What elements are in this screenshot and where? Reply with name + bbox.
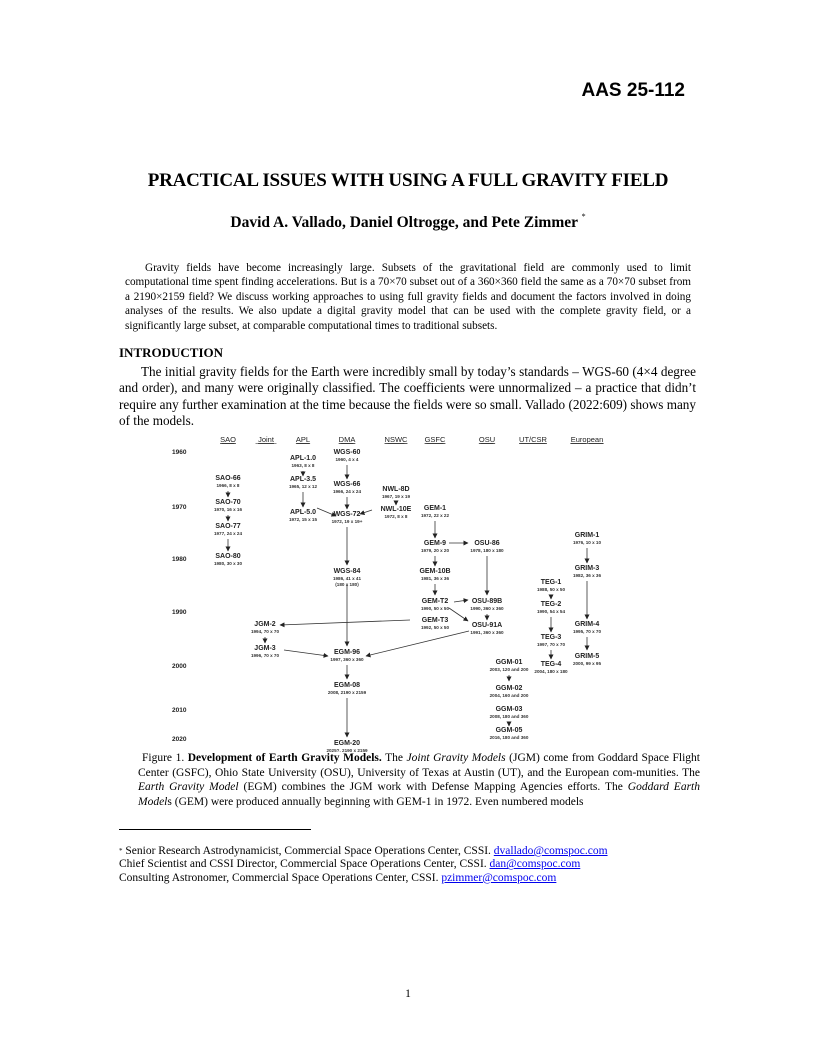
model-info: 1966, 24 x 24 — [332, 489, 362, 494]
model-info: 1972, 8 x 8 — [384, 514, 408, 519]
model-node — [333, 481, 362, 494]
model-name: EGM-20 — [333, 740, 361, 747]
model-node — [330, 649, 364, 662]
caption-italic-term: Joint Gravity Models — [406, 752, 506, 764]
model-node — [328, 682, 367, 695]
column-header: GSFC — [424, 435, 446, 444]
email-link-zimmer[interactable]: pzimmer@comspoc.com — [441, 871, 557, 884]
model-name: EGM-96 — [333, 649, 361, 656]
diagram-nodes — [214, 449, 602, 752]
model-node — [470, 598, 504, 611]
model-node — [251, 621, 280, 634]
model-info: 1980, 30 x 30 — [213, 561, 243, 566]
model-name: APL-3.5 — [289, 476, 317, 483]
diagram-arrow — [284, 650, 328, 656]
model-name: GGM-03 — [495, 706, 523, 713]
model-name: SAO-80 — [215, 553, 241, 560]
model-info: 2003, 120 and 200 — [489, 667, 529, 672]
model-info: 1992, 50 x 50 — [420, 625, 450, 630]
caption-text: (EGM) combines the JGM work with Defense Mapping Agencies efforts. The — [238, 781, 628, 794]
model-name: APL-5.0 — [289, 509, 317, 516]
model-info: 1977, 24 x 24 — [213, 531, 243, 536]
model-name: JGM-2 — [254, 621, 276, 628]
model-info: 1994, 70 x 70 — [250, 629, 280, 634]
model-node — [537, 601, 566, 614]
model-node — [289, 476, 318, 489]
footnote-divider — [119, 829, 311, 830]
model-name: TEG-2 — [540, 601, 562, 608]
model-info: 1995, 70 x 70 — [572, 629, 602, 634]
year-label: 1970 — [172, 504, 187, 511]
paper-title: PRACTICAL ISSUES WITH USING A FULL GRAVITY FIELD — [147, 170, 669, 191]
model-name: WGS-84 — [333, 568, 361, 575]
model-name: GRIM-4 — [574, 621, 600, 628]
model-node — [490, 706, 529, 719]
model-info: 1991, 360 x 360 — [470, 630, 504, 635]
abstract — [125, 261, 691, 333]
model-name: GRIM-1 — [574, 532, 600, 539]
model-node — [289, 509, 318, 522]
model-name: GRIM-5 — [574, 653, 600, 660]
model-info: 1997, 70 x 70 — [536, 642, 566, 647]
model-info: 1966, 8 x 8 — [216, 483, 240, 488]
column-header: UT/CSR — [519, 435, 547, 444]
model-info: 1986, 41 x 41 — [332, 576, 362, 581]
model-info: 1976, 10 x 10 — [572, 540, 602, 545]
model-node — [214, 499, 243, 512]
page-number: 1 — [405, 988, 411, 1000]
model-node — [573, 532, 602, 545]
model-info: 1960, 4 x 4 — [335, 457, 359, 462]
year-label: 2010 — [172, 707, 187, 714]
year-label: 2000 — [172, 663, 187, 670]
figure-label: Figure 1. — [142, 752, 185, 764]
model-node — [573, 621, 602, 634]
column-header: APL — [295, 435, 311, 444]
column-headers — [220, 435, 604, 444]
model-name: GGM-01 — [495, 659, 523, 666]
model-name: GGM-05 — [495, 727, 523, 734]
year-label: 1960 — [172, 449, 187, 456]
model-name: WGS-60 — [333, 449, 361, 456]
caption-italic-term: Earth Gravity Model — [138, 781, 239, 794]
diagram-arrow — [366, 631, 469, 656]
model-name: NWL-8D — [382, 486, 410, 493]
model-info: 1979, 20 x 20 — [420, 548, 450, 553]
figure-title: Development of Earth Gravity Models. — [187, 752, 382, 764]
model-node — [573, 653, 602, 666]
model-name: OSU-86 — [474, 540, 500, 547]
model-info: 1990, 50 x 50 — [420, 606, 450, 611]
diagram-arrow — [454, 600, 468, 602]
column-header: Joint — [258, 435, 274, 444]
diagram-arrow — [280, 620, 410, 625]
figure-caption — [138, 751, 700, 809]
model-info: 1997, 360 x 360 — [330, 657, 364, 662]
model-info: 2004, 160 and 200 — [489, 693, 529, 698]
model-name: GEM-1 — [423, 505, 447, 512]
model-info: 1972, 15 x 15 — [288, 517, 318, 522]
model-node — [421, 505, 450, 518]
model-info: 1965, 12 x 12 — [288, 484, 318, 489]
model-info: 1972, 19 x 19+ — [331, 519, 363, 524]
model-name: OSU-91A — [471, 622, 503, 629]
column-header: DMA — [338, 435, 356, 444]
model-name: GGM-02 — [495, 685, 523, 692]
gravity-model-diagram — [160, 430, 620, 752]
email-link-vallado[interactable]: dvallado@comspoc.com — [493, 845, 608, 857]
model-node — [334, 449, 361, 462]
model-name: TEG-3 — [540, 634, 562, 641]
column-header: OSU — [478, 435, 496, 444]
model-name: GEM-10B — [419, 568, 451, 575]
model-name: TEG-1 — [540, 579, 562, 586]
caption-text: (JGM) come from Goddard Space Flight Center (GSFC), Ohio State University (OSU), University of Texas at Austin (UT), and the European com-munities. The — [138, 752, 700, 779]
author-names: David A. Vallado, Daniel Oltrogge, and Pete Zimmer — [230, 214, 578, 231]
author-footnote-marker[interactable]: * — [581, 212, 586, 221]
model-info: 2008, 2190 x 2159 — [327, 690, 367, 695]
section-heading-introduction: INTRODUCTION — [119, 345, 224, 360]
caption-italic-term: Goddard Earth Model — [138, 781, 700, 808]
model-node — [470, 540, 504, 553]
model-info: 1981, 36 x 36 — [420, 576, 450, 581]
model-node — [215, 475, 240, 488]
model-name: SAO-70 — [215, 499, 241, 506]
footnote-2 — [119, 858, 608, 871]
model-node — [573, 565, 602, 578]
model-name: GEM-T3 — [421, 617, 449, 624]
model-node — [490, 685, 529, 698]
model-info: 1988, 50 x 50 — [536, 587, 566, 592]
model-node — [534, 661, 568, 674]
model-node — [537, 579, 566, 592]
model-node — [421, 598, 450, 611]
footnote-marker: * — [119, 847, 123, 855]
model-node — [421, 617, 450, 630]
footnotes — [119, 845, 608, 885]
model-node — [470, 622, 504, 635]
model-node — [333, 568, 362, 587]
model-info: 2004, 180 x 180 — [534, 669, 568, 674]
model-info: 1996, 70 x 70 — [250, 653, 280, 658]
model-info: 1990, 360 x 360 — [470, 606, 504, 611]
model-node — [251, 645, 280, 658]
model-name: JGM-3 — [254, 645, 276, 652]
year-labels — [172, 449, 187, 743]
model-info: 1972, 22 x 22 — [420, 513, 450, 518]
model-name: GEM-T2 — [421, 598, 449, 605]
model-name: EGM-08 — [333, 682, 361, 689]
column-header: SAO — [220, 435, 236, 444]
model-node — [490, 727, 529, 740]
caption-text: The — [381, 752, 407, 764]
model-name: OSU-89B — [471, 598, 503, 605]
caption-text: s (GEM) were produced annually beginning with GEM-1 in 1972. Even numbered models — [167, 795, 584, 808]
model-node — [419, 568, 450, 581]
model-info: (180 x 180) — [335, 582, 359, 587]
model-node — [537, 634, 566, 647]
footnote-1 — [119, 845, 608, 858]
email-link-oltrogge[interactable]: dan@comspoc.com — [489, 858, 581, 871]
model-info: 1967, 19 x 19 — [381, 494, 411, 499]
year-label: 1980 — [172, 556, 187, 563]
model-name: SAO-77 — [215, 523, 241, 530]
year-label: 1990 — [172, 609, 187, 616]
model-node — [214, 523, 243, 536]
column-header: European — [570, 435, 604, 444]
model-info: 2000, 99 x 95 — [572, 661, 602, 666]
model-node — [290, 455, 316, 468]
model-node — [332, 511, 363, 524]
model-info: 1963, 8 x 8 — [291, 463, 315, 468]
model-node — [382, 486, 411, 499]
footnote-text: Chief Scientist and CSSI Director, Commercial Space Operations Center, CSSI. — [119, 858, 490, 871]
model-name: GRIM-3 — [574, 565, 600, 572]
model-name: SAO-66 — [215, 475, 241, 482]
model-info: 1982, 36 x 36 — [572, 573, 602, 578]
introduction-text: The initial gravity fields for the Earth were incredibly small by today’s standards – WGS-60 (4×4 degree and order), and many were originally classified. The coefficients were unnormalized – a practice that didn’t require any further examination at the time because the fields were so small. Vallado (2022:609) shows many of the models. — [119, 364, 696, 428]
model-info: 1990, 54 x 54 — [536, 609, 566, 614]
model-info: 1970, 16 x 16 — [213, 507, 243, 512]
model-node — [381, 506, 412, 519]
diagram-arrow — [449, 608, 468, 621]
introduction-paragraph — [119, 364, 696, 429]
footnote-text: Senior Research Astrodynamicist, Commercial Space Operations Center, CSSI. — [125, 845, 494, 857]
diagram-arrow — [360, 510, 372, 514]
abstract-text: Gravity fields have become increasingly large. Subsets of the gravitational field are commonly used to limit computational time spent finding accelerations. But is a 70×70 subset out of a 360×360 field the same as a 70×70 subset from a 2190×2159 field? We discuss working approaches to using full gravity fields and document the factors involved in doing analyses of the results. We also update a digital gravity model that can be used with the complete gravity field, or a significantly large subset, at comparable computational times to traditional subsets. — [125, 262, 691, 332]
model-name: GEM-9 — [423, 540, 447, 547]
authors — [0, 214, 816, 232]
footnote-3 — [119, 872, 608, 885]
model-info: 2008, 180 and 360 — [489, 714, 529, 719]
year-label: 2020 — [172, 736, 187, 743]
model-name: WGS-66 — [333, 481, 361, 488]
model-node — [490, 659, 529, 672]
column-header: NSWC — [384, 435, 408, 444]
diagram-canvas — [160, 430, 620, 752]
model-name: APL-1.0 — [289, 455, 317, 462]
model-info: 2016, 180 and 360 — [489, 735, 529, 740]
model-name: NWL-10E — [380, 506, 412, 513]
model-node — [421, 540, 450, 553]
footnote-text: Consulting Astronomer, Commercial Space Operations Center, CSSI. — [119, 871, 442, 884]
model-name: TEG-4 — [540, 661, 562, 668]
model-info: 1978, 180 x 180 — [470, 548, 504, 553]
model-info: 2025?, 2190 x 2159 — [326, 748, 368, 752]
paper-number: AAS 25-112 — [581, 80, 685, 101]
model-name: WGS-72 — [333, 511, 361, 518]
model-node — [214, 553, 243, 566]
